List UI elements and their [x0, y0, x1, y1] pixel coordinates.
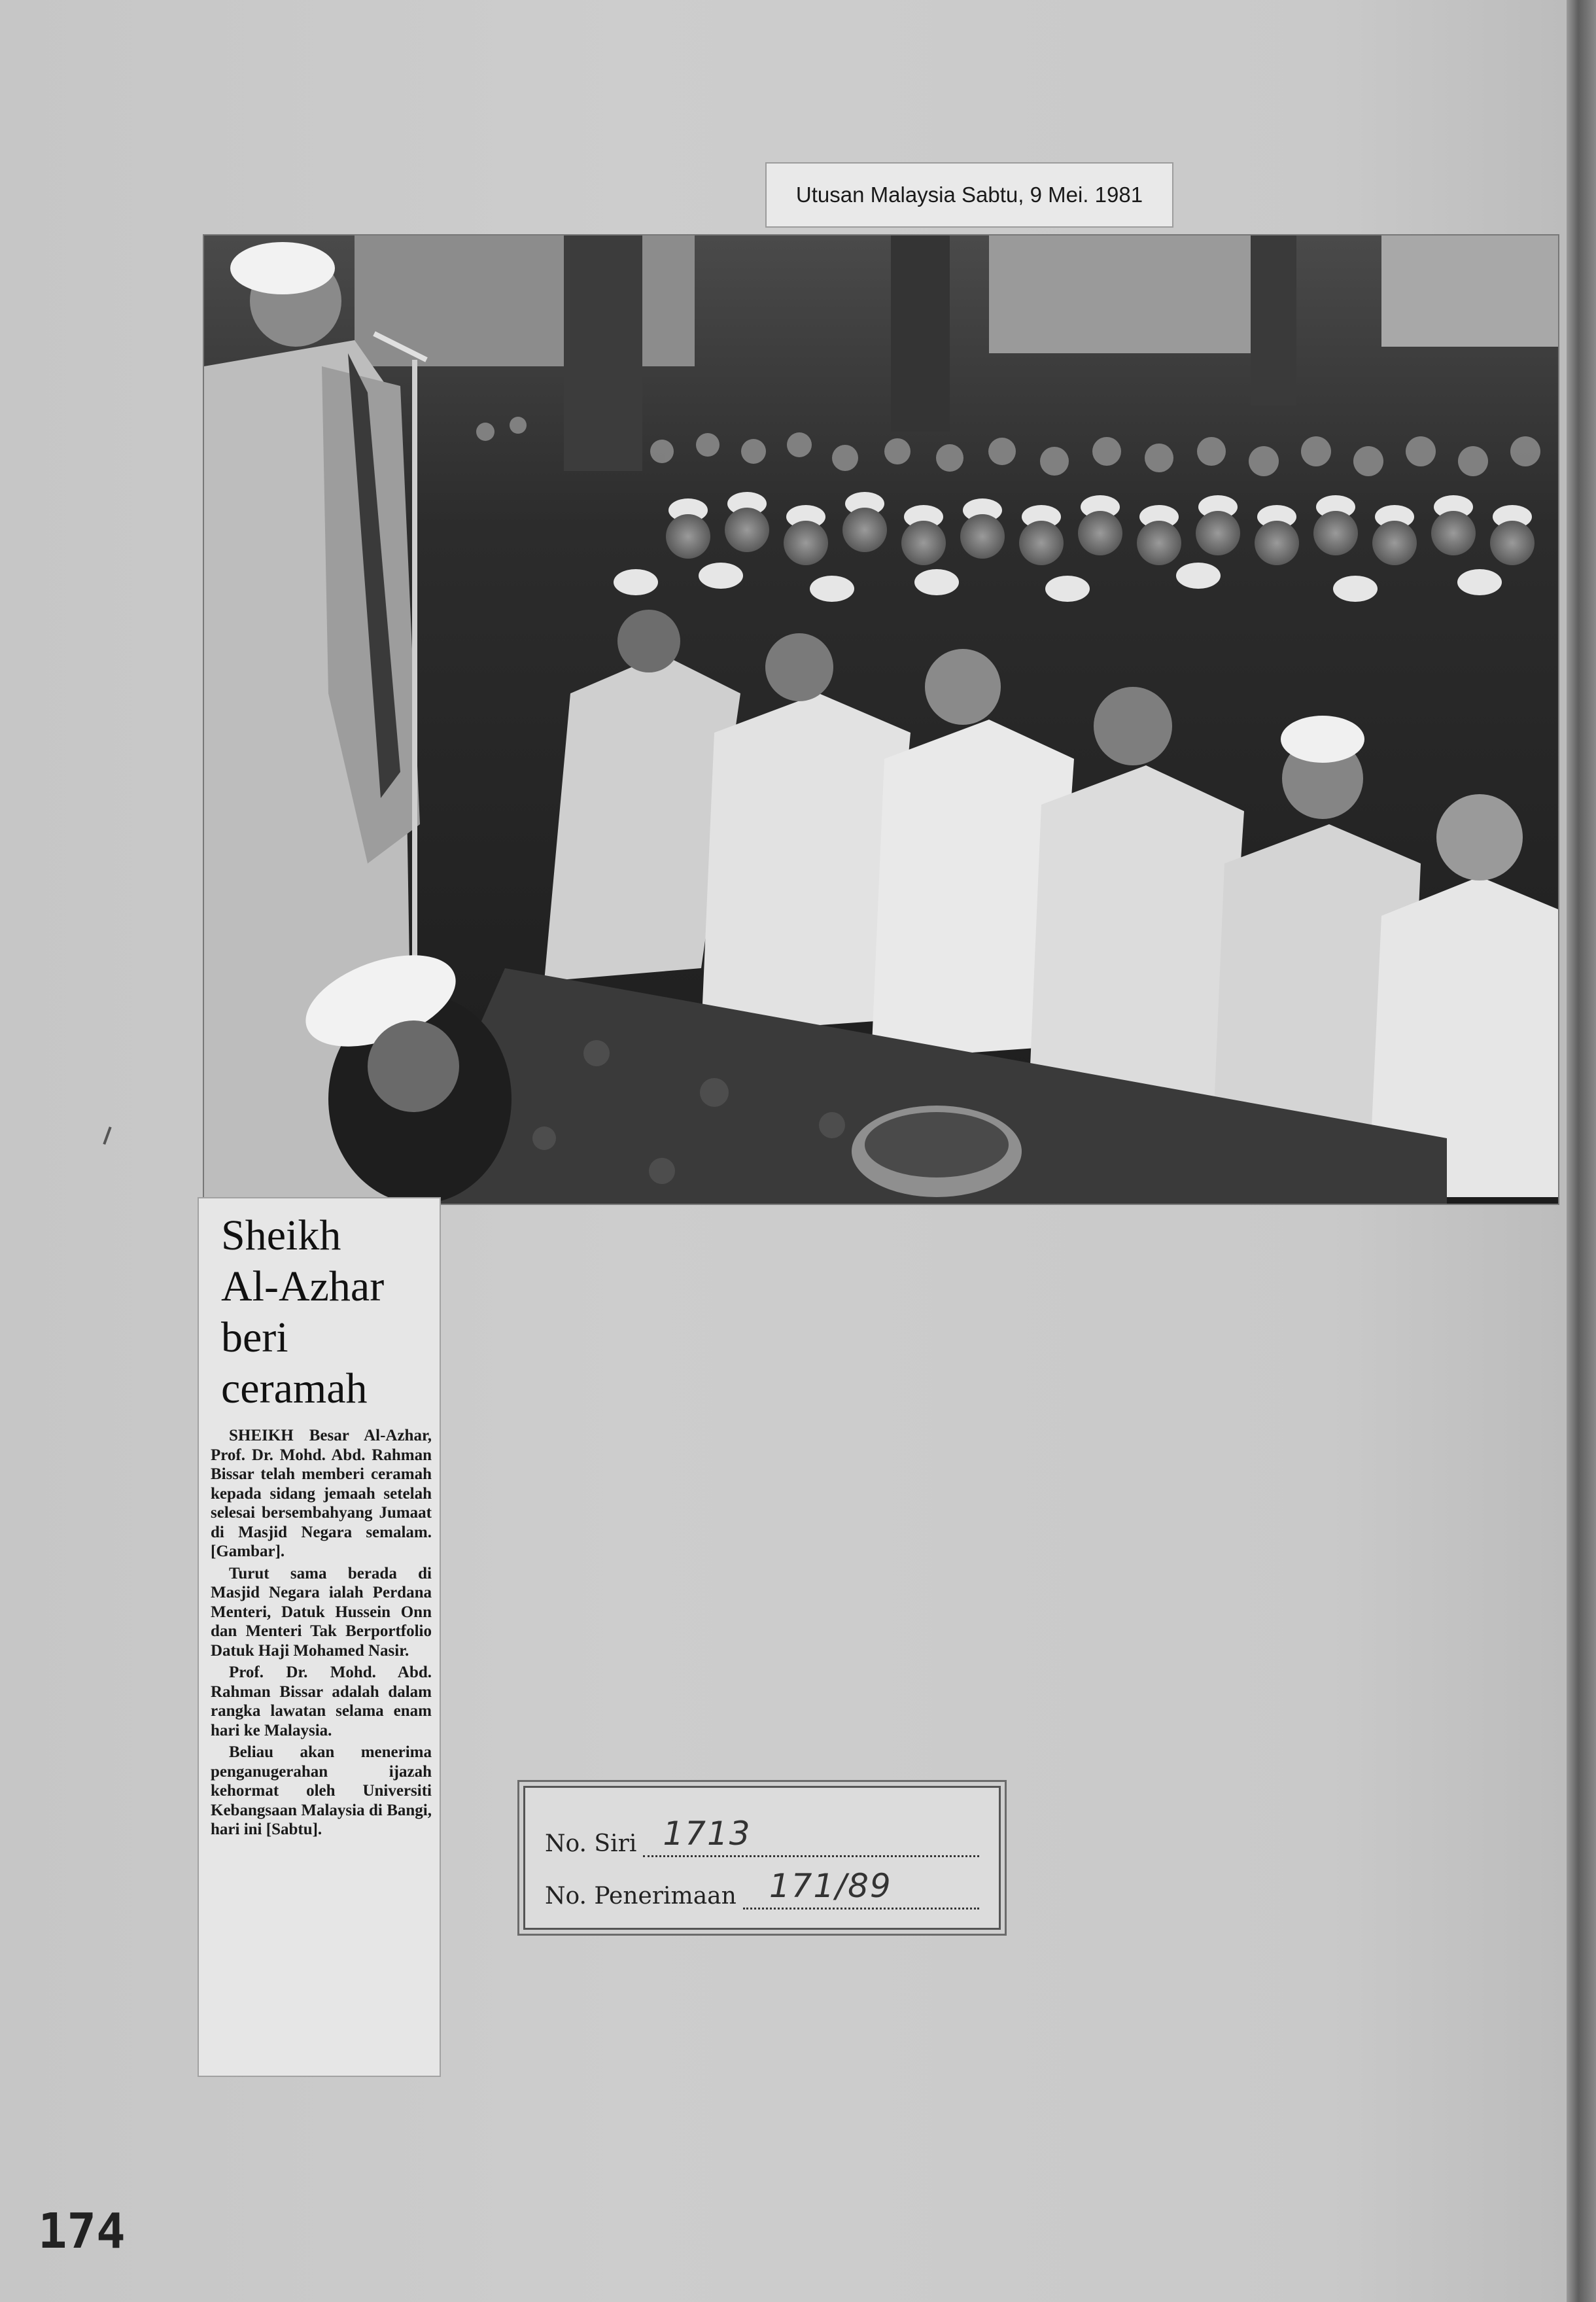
article-paragraph: Turut sama berada di Masjid Negara ialah Perdana Menteri, Datuk Hussein Onn dan Menteri Tak Berportfolio Datuk Haji Mohamed Nasir. — [211, 1564, 432, 1660]
article-body — [211, 1426, 432, 1840]
penerimaan-value: 171/89 — [769, 1867, 892, 1905]
headline-line: Al-Azhar — [221, 1263, 385, 1310]
headline-line: Sheikh — [221, 1212, 341, 1259]
headline-line: beri — [221, 1314, 288, 1361]
penerimaan-label: No. Penerimaan — [545, 1883, 737, 1910]
penerimaan-field — [743, 1868, 979, 1910]
stamp-row-siri — [545, 1805, 979, 1857]
margin-pencil-mark — [103, 1126, 111, 1145]
article-paragraph: Prof. Dr. Mohd. Abd. Rahman Bissar adalah dalam rangka lawatan selama enam hari ke Malaysia. — [211, 1664, 432, 1739]
article-paragraph: Beliau akan menerima penganugerahan ijazah kehormat oleh Universiti Kebangsaan Malaysia di Bangi, hari ini [Sabtu]. — [211, 1743, 432, 1838]
news-photograph — [203, 234, 1559, 1205]
news-article — [198, 1197, 441, 2077]
siri-field — [643, 1816, 979, 1857]
stamp-row-penerimaan — [545, 1857, 979, 1910]
headline-line: ceramah — [221, 1365, 368, 1412]
registration-stamp — [523, 1786, 1001, 1930]
siri-value: 1713 — [663, 1815, 752, 1853]
page-number: 174 — [38, 2203, 126, 2259]
photo-illustration — [204, 235, 1558, 1204]
book-binding-edge — [1567, 0, 1596, 2302]
newspaper-masthead: Utusan Malaysia Sabtu, 9 Mei. 1981 — [765, 162, 1173, 228]
article-paragraph: SHEIKH Besar Al-Azhar, Prof. Dr. Mohd. Abd. Rahman Bissar telah memberi ceramah kepada sidang jemaah setelah selesai bersembahyang Jumaat di Masjid Negara semalam. [Gambar]. — [211, 1427, 432, 1560]
article-headline — [221, 1210, 432, 1414]
siri-label: No. Siri — [545, 1830, 637, 1857]
